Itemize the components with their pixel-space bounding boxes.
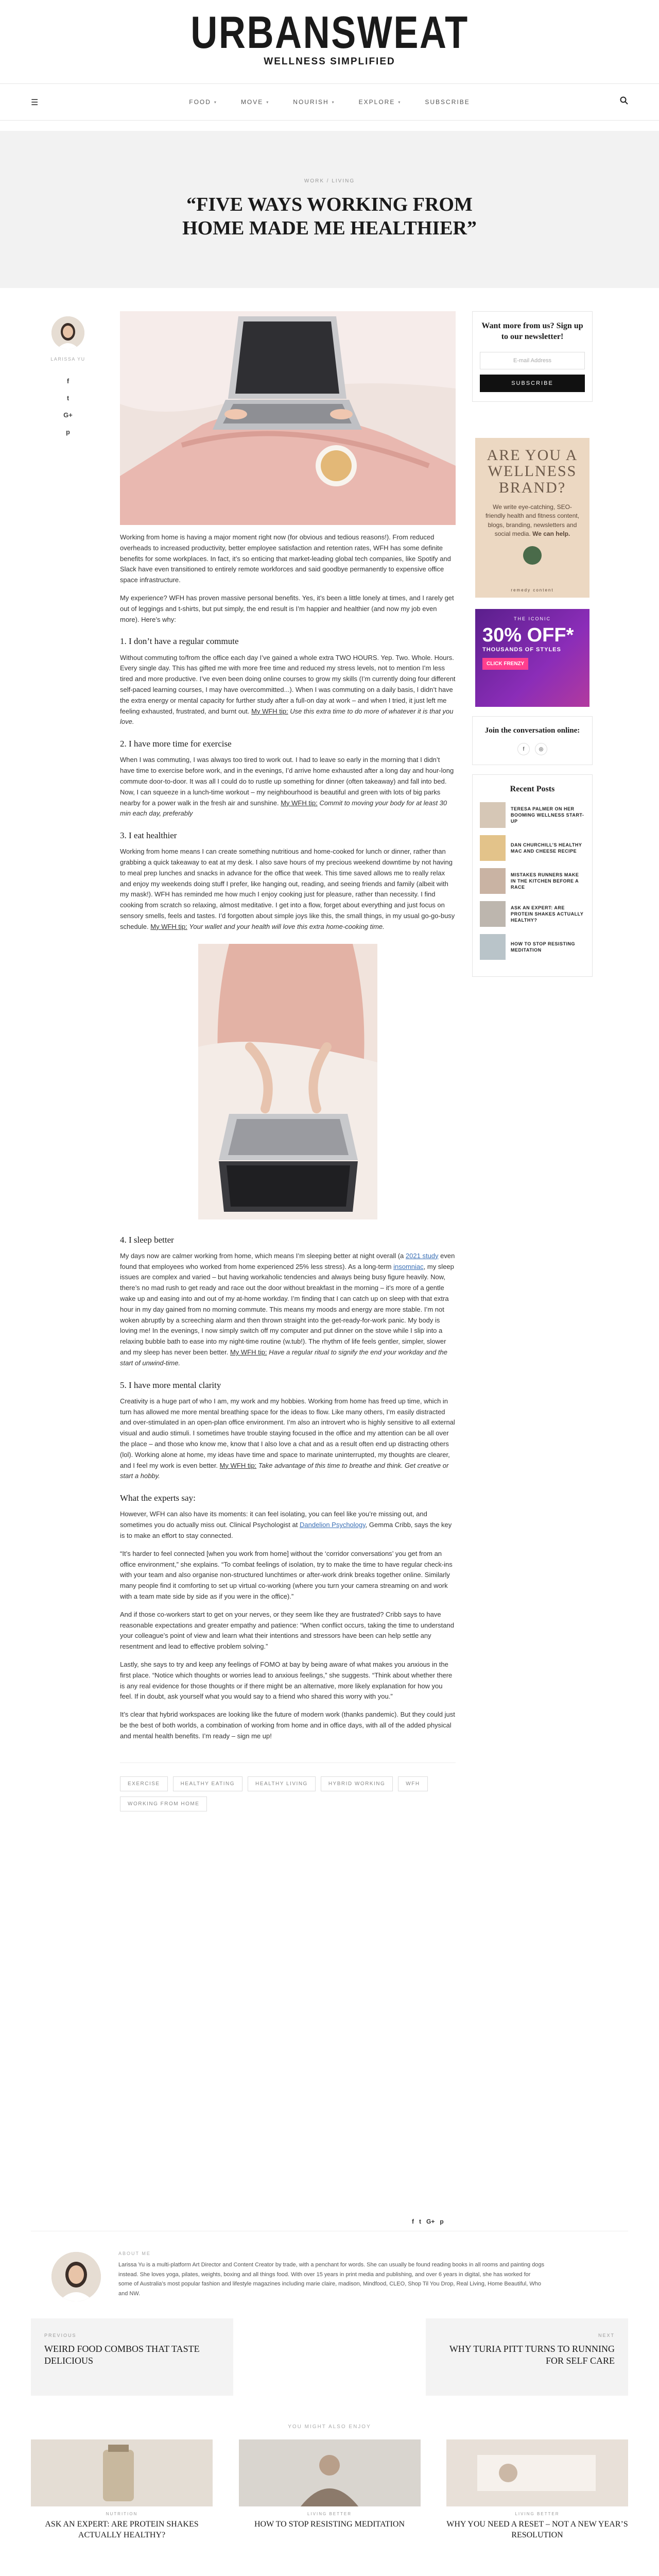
paragraph-text: , Gemma Cribb, says the key is to make an effort to stay connected. [120, 1521, 452, 1539]
post-thumbnail [480, 901, 506, 927]
nav-item-subscribe[interactable] [425, 98, 470, 106]
sidebar [472, 311, 593, 977]
article-category[interactable]: WORK / LIVING [304, 178, 355, 184]
post-title[interactable]: TERESA PALMER ON HER BOOMING WELLNESS START-UP [511, 806, 584, 824]
nav-item-label: MOVE [240, 98, 264, 106]
tag-working-from-home[interactable]: WORKING FROM HOME [120, 1797, 207, 1811]
nav-item-label: FOOD [189, 98, 211, 106]
email-field[interactable]: E-mail Address [480, 352, 585, 369]
social-links [480, 743, 585, 755]
related-post-image [446, 2439, 628, 2506]
paragraph-text: My days now are calmer working from home, which means I’m sleeping better at night overall (a [120, 1251, 404, 1260]
tag-healthy-living[interactable]: HEALTHY LIVING [248, 1776, 316, 1791]
section-heading: 1. I don’t have a regular commute [120, 636, 239, 647]
previous-label: PREVIOUS [44, 2333, 77, 2338]
article-hero-image [120, 311, 456, 525]
wfh-tip-link[interactable]: My WFH tip: [230, 1348, 267, 1357]
paragraph-text: Creativity is a huge part of who I am, my work and my hobbies. Working from home has freed up time, which in turn has allowed me more mental breathing space for the ideas to flow. Like many others, I’m easily distracted and over-stimulated in an open-plan office environment. I’m also an introvert who is highly sensitive to all external visual and audio stimuli. I sometimes have trouble staying focused in the office and my attention can be all over the place – and those who know me, know that I also love a chat and as a result often end up distracting others (lol). Working alone at home, my ideas have time and space to marinate uninterrupted, my thoughts are clearer, and I feel my work is even better. [120, 1397, 455, 1469]
recent-posts-title: Recent Posts [510, 785, 555, 794]
tag-healthy-eating[interactable]: HEALTHY EATING [173, 1776, 242, 1791]
article-paragraph: Lastly, she says to try and keep any feelings of FOMO at bay by being aware of what makes you anxious in the first place. “Notice which thoughts or worries lead to anxious feelings,” she suggests. “Think about whether there is any real evidence for those thoughts or if there might be an alternative, more likely explanation for how you feel. If in doubt, ask yourself what you would say to a friend who shared this worry with you.” [120, 1660, 453, 1701]
recent-posts-list [480, 802, 585, 960]
avatar [51, 2252, 101, 2301]
post-title[interactable]: HOW TO STOP RESISTING MEDITATION [511, 941, 576, 953]
paragraph-text: Without commuting to/from the office each day I’ve gained a whole extra TWO HOURS. Yep. Two. Whole. Hours. Every single day. This has gifted me with more free time and reduced my stress levels, not to mention I’m less tired and more productive. I’ve even been doing online courses to grow my skills (I’m currently doing four different self-paced learning courses, I may have overcommitted...). When I was commuting on a daily basis, I didn’t have the extra energy or mental capacity for further study after a full-on day at work – and when I tried, it just left me feeling exhausted, frustrated, and burnt out. [120, 653, 456, 715]
wfh-tip-link[interactable]: My WFH tip: [219, 1461, 257, 1469]
post-title[interactable]: ASK AN EXPERT: ARE PROTEIN SHAKES ACTUALLY HEALTHY? [511, 905, 584, 923]
nav-item-move[interactable] [241, 98, 269, 106]
section-heading: 2. I have more time for exercise [120, 739, 232, 749]
nav-item-label: EXPLORE [358, 98, 395, 106]
previous-post-title: WEIRD FOOD COMBOS THAT TASTE DELICIOUS [44, 2344, 200, 2366]
article-body [120, 311, 456, 1811]
ad-button[interactable]: CLICK FRENZY [482, 658, 528, 670]
nav-item-label: NOURISH [293, 98, 329, 106]
article-paragraph [120, 846, 456, 932]
article-paragraph: My experience? WFH has proven massive personal benefits. Yes, it’s been a little lonely at times, and I rarely get out of leggings and t-shirts, but put simply, the end result is I’m happier and healthier (and now my job even more). Here’s why: [120, 594, 454, 623]
author-avatar [51, 316, 84, 349]
join-conversation-widget [472, 716, 593, 766]
related-posts-label: YOU MIGHT ALSO ENJOY [288, 2424, 371, 2430]
article-text [120, 532, 456, 1742]
chevron-down-icon: ▾ [398, 99, 402, 105]
paragraph-text: even found that employees who worked from home experienced 25% less stress). As a long-term [120, 1251, 455, 1270]
twitter-icon[interactable]: t [66, 394, 70, 402]
pinterest-icon[interactable]: p [440, 2218, 444, 2225]
ad-discount: 30% OFF* [482, 624, 574, 646]
ad-footer: remedy content [511, 587, 554, 592]
post-thumbnail [480, 868, 506, 894]
site-tagline: WELLNESS SIMPLIFIED [264, 56, 395, 67]
share-icons [63, 377, 73, 436]
list-item[interactable] [480, 868, 585, 894]
related-posts [31, 2439, 628, 2541]
facebook-icon[interactable]: f [66, 377, 70, 385]
related-post-category: LIVING BETTER [307, 2512, 352, 2516]
related-post-image [239, 2439, 421, 2506]
facebook-icon[interactable]: f [412, 2218, 414, 2225]
related-post-category: NUTRITION [106, 2512, 138, 2516]
subscribe-button[interactable]: SUBSCRIBE [480, 375, 585, 392]
wfh-tip-text: Take advantage of this time to breathe and think. Get creative or start a hobby. [120, 1461, 449, 1480]
about-text [118, 2251, 546, 2299]
author-bio: Larissa Yu is a multi-platform Art Director and Content Creator by trade, with a penchant for words. She can usually be found reading books in all rooms and painting dogs instead. She loves yoga, pilates, weights, boxing and all things food. With over 15 years in print media and publishing, and over 6 years in digital, she has worked for some of Australia’s most popular fashion and lifestyle magazines including marie claire, madison, Mindfood, CLEO, Shop Til You Drop, Real Living, Home Beautiful, Who and NW. [118, 2262, 545, 2297]
wfh-tip-link[interactable]: My WFH tip: [281, 799, 318, 807]
the-iconic-ad[interactable] [475, 609, 589, 707]
next-post-title: WHY TURIA PITT TURNS TO RUNNING FOR SELF CARE [449, 2344, 615, 2366]
newsletter-widget [472, 311, 593, 402]
article-paragraph [120, 1251, 456, 1369]
ad-cta: We can help. [532, 530, 570, 538]
about-author [31, 2231, 628, 2297]
newsletter-title: Want more from us? Sign up to our newsletter! [481, 321, 583, 341]
article-paragraph [120, 1509, 456, 1541]
ad-logo-icon [523, 546, 542, 565]
wfh-tip-link[interactable]: My WFH tip: [150, 922, 187, 930]
wfh-tip-link[interactable]: My WFH tip: [251, 707, 288, 715]
nav-item-food[interactable] [189, 98, 217, 106]
related-post-title: HOW TO STOP RESISTING MEDITATION [254, 2520, 405, 2529]
author-column [47, 316, 89, 436]
about-label: ABOUT ME [118, 2251, 151, 2256]
author-name[interactable]: LARISSA YU [50, 357, 85, 362]
ad-headline: ARE YOU A WELLNESS BRAND? [487, 446, 578, 496]
post-thumbnail [480, 934, 506, 960]
section-heading: 3. I eat healthier [120, 831, 177, 841]
ad-body-text: We write eye-catching, SEO-friendly health and fitness content, blogs, branding, newsletters and social media. [485, 503, 580, 538]
paragraph-text: When I was commuting, I was always too tired to work out. I had to leave so early in the morning that I didn’t have time to exercise before work, and in the evenings, I’d arrive home exhausted after a long day and hour-long commute door-to-door. It was all I could do to rustle up something for dinner (often takeaway) and fall into bed. Now, I can squeeze in a lunch-time workout – my neighbourhood is beautiful and green with lots of big parks nearby for a power walk in the fresh air and sunshine. [120, 756, 454, 807]
next-post-link[interactable] [426, 2318, 628, 2396]
site-logo[interactable]: URBANSWEAT [190, 7, 469, 58]
related-post-category: LIVING BETTER [515, 2512, 560, 2516]
pinterest-icon[interactable]: p [66, 428, 70, 436]
search-icon[interactable] [620, 96, 628, 107]
ad-body [484, 503, 580, 539]
article-paragraph [120, 653, 456, 728]
post-navigation [31, 2318, 628, 2396]
tag-wfh[interactable]: WFH [398, 1776, 427, 1791]
post-thumbnail [480, 802, 506, 828]
next-label: NEXT [598, 2333, 615, 2338]
article-paragraph: And if those co-workers start to get on your nerves, or they seem like they are frustrated? Cribb says to have reasonable expectations and greater empathy and patience: “When conflict occurs, taking the time to understand your colleague’s point of view and learn what their intentions and stressors have been can help settle any resentment and lead to effective problem solving.” [120, 1610, 454, 1651]
related-post-card[interactable] [446, 2439, 628, 2541]
article-paragraph: It’s clear that hybrid workspaces are looking like the future of modern work (thanks pandemic). But they could just be the best of both worlds, a combination of working from home and in office days, with all of the added physical and mental health benefits. I’m ready – sign me up! [120, 1710, 455, 1740]
article-paragraph: Working from home is having a major moment right now (for obvious and tedious reasons!). From reduced overheads to increased productivity, better employee satisfaction and retention rates, WFH has some definite benefits for some workplaces. In fact, it’s so enticing that market-leading global tech companies, like Spotify and Slack have even transitioned to entirely remote workforces and said goodbye permanently to expensive office space infrastructure. [120, 533, 451, 584]
related-post-image [31, 2439, 213, 2506]
main-content-area [0, 311, 659, 2351]
menu-icon[interactable]: ☰ [31, 98, 39, 107]
google-plus-icon[interactable]: G+ [426, 2218, 435, 2225]
section-heading: 5. I have more mental clarity [120, 1380, 221, 1390]
related-post-card[interactable] [31, 2439, 213, 2541]
article-title: “FIVE WAYS WORKING FROM HOME MADE ME HEALTHIER” [182, 194, 477, 239]
article-paragraph [120, 1396, 456, 1482]
paragraph-text: , my sleep issues are complex and varied – but having workaholic tendencies and always being busy figure heavily. Now, there’s no mad rush to get ready and race out the door without breakfast in the morning – it’s more of a gentle wake up and easing into and out of my at-home workday. I’m finding that I can catch up on sleep with that extra hour in my day gained from no morning commute. This means my moods and energy are more stable. I’m not woken abruptly by a screeching alarm and then thrown straight into the get-ready-for-work panic. My body is loving me! In the evenings, I now simply switch off my computer and put dinner on the stove while I slip into a relaxing bubble bath to ease into my night-time routine (w.tub!). The rhythm of life feels gentler, simpler, slower and my sleep has never been better. [120, 1262, 454, 1357]
previous-post-link[interactable] [31, 2318, 233, 2396]
chevron-down-icon: ▾ [214, 99, 217, 105]
twitter-icon[interactable]: t [419, 2218, 421, 2225]
main-navbar [0, 83, 659, 121]
article-tags [120, 1762, 456, 1811]
tag-hybrid-working[interactable]: HYBRID WORKING [321, 1776, 393, 1791]
facebook-icon[interactable]: f [517, 743, 530, 755]
nav-menu [189, 98, 470, 106]
article-hero [0, 131, 659, 288]
study-link[interactable]: 2021 study [405, 1251, 439, 1260]
wfh-tip-text: Commit to moving your body for at least 30 min each day, preferably [120, 799, 447, 818]
paragraph-text: However, WFH can also have its moments: it can feel isolating, you can feel like you’re missing out, and sometimes you do actually miss out. Clinical Psychologist at [120, 1510, 427, 1529]
article-inline-image [198, 944, 377, 1219]
article-paragraph: “It’s harder to feel connected [when you work from home] without the ‘corridor conversations’ you get from an office environment,” she explains. “To combat feelings of isolation, try to make the time to have regular check-ins with your team and also organise non-structured lunchtimes or after-work drink breaks together online. Similarly many people find it comforting to set up virtual co-working (where you turn your camera streaming on and work with a team mate side by side as if you were in the office).” [120, 1549, 453, 1600]
nav-item-nourish[interactable] [293, 98, 335, 106]
tag-exercise[interactable]: EXERCISE [120, 1776, 168, 1791]
join-title: Join the conversation online: [484, 726, 580, 735]
wfh-tip-text: Your wallet and your health will love this extra home-cooking time. [189, 922, 385, 930]
wfh-tip-text: Have a regular ritual to signify the end your workday and the start of unwind-time. [120, 1348, 447, 1367]
list-item[interactable] [480, 802, 585, 828]
related-post-title: ASK AN EXPERT: ARE PROTEIN SHAKES ACTUALLY HEALTHY? [45, 2520, 199, 2539]
chevron-down-icon: ▾ [332, 99, 335, 105]
section-heading: What the experts say: [120, 1493, 196, 1503]
list-item[interactable] [480, 934, 585, 960]
wellness-brand-ad[interactable] [475, 438, 589, 598]
article-paragraph [120, 755, 456, 819]
nav-item-label: SUBSCRIBE [425, 98, 470, 106]
post-title[interactable]: DAN CHURCHILL’S HEALTHY MAC AND CHEESE RECIPE [511, 842, 582, 854]
wfh-tip-text: Use this extra time to do more of whatever it is that you love. [120, 707, 454, 726]
insomniac-link[interactable]: insomniac [393, 1262, 424, 1270]
google-plus-icon[interactable]: G+ [63, 411, 73, 419]
post-title[interactable]: MISTAKES RUNNERS MAKE IN THE KITCHEN BEFORE A RACE [511, 872, 579, 890]
dandelion-psychology-link[interactable]: Dandelion Psychology [300, 1521, 366, 1529]
recent-posts-widget [472, 774, 593, 977]
instagram-icon[interactable]: ◎ [535, 743, 547, 755]
site-header [0, 0, 659, 77]
list-item[interactable] [480, 901, 585, 927]
list-item[interactable] [480, 835, 585, 861]
chevron-down-icon: ▾ [266, 99, 270, 105]
related-post-title: WHY YOU NEED A RESET – NOT A NEW YEAR’S RESOLUTION [446, 2520, 628, 2539]
related-post-card[interactable] [239, 2439, 421, 2541]
paragraph-text: Working from home means I can create something nutritious and home-cooked for lunch or dinner, rather than grabbing a quick takeaway to eat at my desk. I also save hours of my precious weekend downtime by not having to meal prep lunches and snacks in advance for the office that week. This time saved allows me to really relax and enjoy my weekends doing stuff I prefer, like hanging out, reading, and seeing friends and family (albeit with my mask!). WFH has reminded me how much I enjoy cooking just for pleasure, rather than necessity. I find cooking from scratch so relaxing, almost meditative. I get into a flow, forget about everything and just focus on sensory smells, feels and tastes. I’d forgotten about simple joys like this, the small things, in my usual go-go-busy schedule. [120, 848, 455, 930]
post-thumbnail [480, 835, 506, 861]
nav-item-explore[interactable] [359, 98, 402, 106]
section-heading: 4. I sleep better [120, 1234, 174, 1245]
ad-brand-name: THE ICONIC [513, 616, 551, 621]
post-share-row [412, 2218, 444, 2225]
ad-subtitle: THOUSANDS OF STYLES [482, 646, 561, 653]
